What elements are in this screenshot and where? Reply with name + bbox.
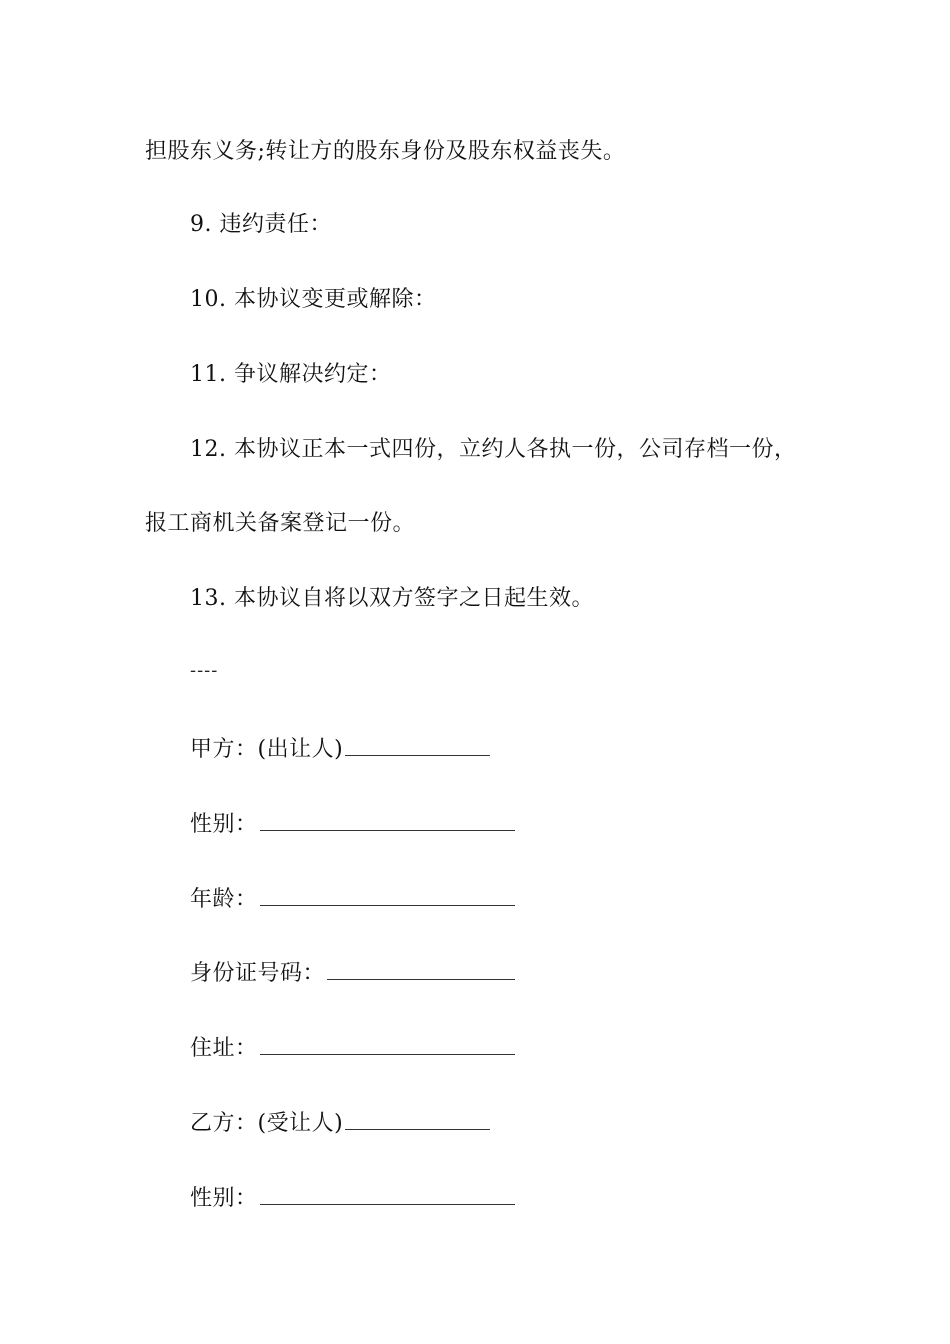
text-line-1: 担股东义务;转让方的股东身份及股东权益丧失。: [145, 139, 626, 164]
party-a-id-line: [190, 957, 515, 989]
clause-11: 11. 争议解决约定：: [190, 362, 392, 387]
party-a-gender-label: 性别：: [190, 812, 258, 837]
party-a-gender-line: [190, 808, 515, 840]
party-a-id-blank[interactable]: [327, 957, 515, 980]
separator-dashes: ----: [190, 660, 219, 681]
clause-10: 10. 本协议变更或解除：: [190, 287, 437, 312]
party-a-address-blank[interactable]: [260, 1032, 515, 1055]
party-b-gender-line: [190, 1182, 515, 1214]
party-a-address-line: [190, 1032, 515, 1064]
party-a-id-label: 身份证号码：: [190, 961, 326, 986]
clause-9: 9. 违约责任：: [190, 212, 332, 237]
party-a-name-blank[interactable]: [345, 733, 490, 756]
party-b-title: 乙方：(受让人): [190, 1111, 344, 1136]
party-b-name-blank[interactable]: [345, 1107, 490, 1130]
party-b-line: [190, 1107, 490, 1139]
clause-12: 12. 本协议正本一式四份，立约人各执一份，公司存档一份，: [190, 437, 797, 462]
party-a-age-line: [190, 883, 515, 915]
clause-12-continued: 报工商机关备案登记一份。: [145, 511, 416, 536]
party-a-gender-blank[interactable]: [260, 808, 515, 831]
clause-13: 13. 本协议自将以双方签字之日起生效。: [190, 586, 594, 611]
party-a-title: 甲方：(出让人): [190, 737, 344, 762]
party-b-gender-label: 性别：: [190, 1186, 258, 1211]
party-a-line: [190, 733, 490, 765]
party-a-age-label: 年龄：: [190, 887, 258, 912]
party-a-address-label: 住址：: [190, 1036, 258, 1061]
party-a-age-blank[interactable]: [260, 883, 515, 906]
party-b-gender-blank[interactable]: [260, 1182, 515, 1205]
